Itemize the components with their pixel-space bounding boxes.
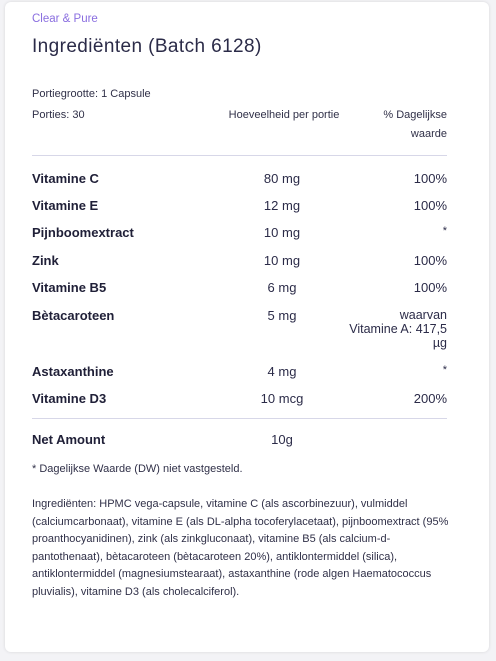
servings-count: Porties: 30 [32,109,85,121]
dv-column-header-line1: % Dagelijkse [383,109,447,121]
page-title: Ingrediënten (Batch 6128) [32,36,262,57]
nutrient-amount: 80 mg [263,171,301,186]
nutrient-amount: 4 mg [267,364,297,379]
net-divider [32,418,447,419]
footnote: * Dagelijkse Waarde (DW) niet vastgesteld. [32,463,243,475]
nutrient-name: Zink [32,253,59,268]
amount-column-header: Hoeveelheid per portie [228,109,340,121]
nutrient-name: Vitamine D3 [32,391,107,406]
nutrient-dv: * [442,225,447,237]
net-amount-row [32,432,447,452]
nutrient-dv: 100% [413,253,447,268]
table-row [32,198,447,218]
table-row [32,364,447,384]
nutrient-amount: 10 mcg [260,391,304,406]
ingredients-text: Ingrediënten: HPMC vega-capsule, vitamine C (als ascorbinezuur), vulmiddel (calciumcarbonaat), vitamine E (als DL-alpha tocoferylacetaat), pijnboomextract (95% proanthocyanidinen), zink (als zinkgluconaat), vitamine B5 (als calcium-d-pantothenaat), bètacaroteen (bètacaroteen 20%), antiklontermiddel (silica), antiklontermiddel (magnesiumstearaat), astaxanthine (rode algen Haematococcus pluvialis), vitamine D3 (als cholecalciferol). [32,498,449,598]
nutrient-name: Bètacaroteen [32,308,115,323]
nutrient-dv: 100% [413,198,447,213]
supplement-facts-card [5,2,489,652]
table-row [32,225,447,245]
nutrient-name: Vitamine B5 [32,280,107,295]
nutrient-dv [349,308,447,350]
nutrient-amount: 10 mg [263,253,301,268]
nutrient-dv: * [442,364,447,376]
nutrient-dv: 100% [413,280,447,295]
net-amount-value: 10g [271,432,293,447]
serving-size: Portiegrootte: 1 Capsule [32,88,151,100]
dv-column-header-line2: waarde [410,128,447,140]
nutrient-amount: 12 mg [263,198,301,213]
nutrient-dv: 100% [413,171,447,186]
dv-line: µg [432,336,447,350]
nutrient-dv: 200% [413,391,447,406]
dv-line: waarvan [399,308,447,322]
header-divider [32,155,447,156]
table-row [32,253,447,273]
nutrient-amount: 6 mg [267,280,297,295]
dv-line: Vitamine A: 417,5 [349,322,447,336]
table-row [32,391,447,411]
nutrient-amount: 10 mg [263,225,301,240]
nutrient-name: Astaxanthine [32,364,114,379]
nutrient-name: Vitamine C [32,171,99,186]
nutrient-name: Vitamine E [32,198,99,213]
nutrient-amount: 5 mg [267,308,297,323]
net-amount-label: Net Amount [32,432,106,447]
nutrient-name: Pijnboomextract [32,225,134,240]
table-row [32,171,447,191]
brand-name: Clear & Pure [32,13,98,25]
table-row [32,280,447,300]
table-row [32,308,447,354]
